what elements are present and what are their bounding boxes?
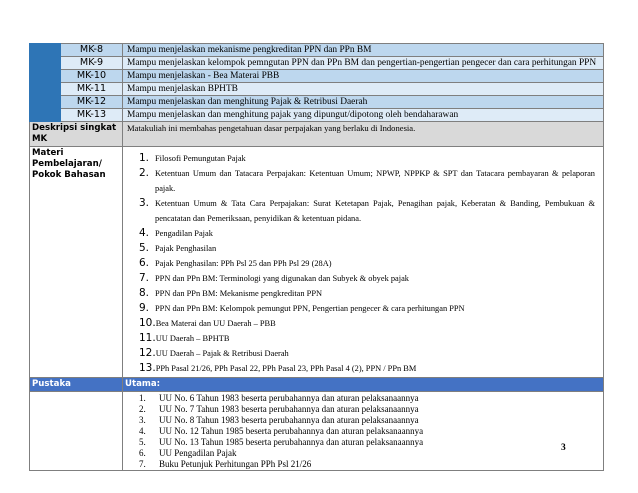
materi-item-text: PPN dan PPn BM: Kelompok pemungut PPN, Pengertian pengecer & cara perhitungan PPN: [155, 304, 465, 313]
mk-row: [30, 57, 604, 70]
materi-item: [139, 166, 595, 196]
mk-row-marker: [30, 70, 61, 83]
materi-item-text: Ketentuan Umum dan Tatacara Perpajakan: Ketentuan Umum; NPWP, NPPKP & SPT dan Tatacara pembayaran & pelaporan pajak.: [155, 169, 595, 193]
pustaka-item: [139, 437, 595, 448]
materi-item-number: 9.: [139, 302, 150, 314]
mk-description: Mampu menjelaskan BPHTB: [123, 83, 604, 96]
pustaka-header-row: [30, 378, 604, 392]
materi-item-text: UU Daerah – BPHTB: [155, 334, 230, 343]
pustaka-item-text: UU No. 12 Tahun 1985 beserta perubahannya dan aturan pelaksanaannya: [159, 426, 424, 436]
pustaka-item: [139, 448, 595, 459]
pustaka-item-number: 1.: [139, 393, 146, 403]
materi-item: [139, 301, 595, 316]
materi-item-number: 13.: [139, 362, 156, 374]
pustaka-item-text: UU No. 13 Tahun 1985 beserta perubahannya dan aturan pelaksanaannya: [159, 437, 424, 447]
pustaka-row: [30, 392, 604, 471]
materi-item-number: 7.: [139, 272, 150, 284]
materi-item-text: Pajak Penghasilan: [155, 244, 217, 253]
mk-row-marker: [30, 57, 61, 70]
materi-item-text: Filosofi Pemungutan Pajak: [155, 154, 246, 163]
materi-item-text: PPh Pasal 21/26, PPh Pasal 22, PPh Pasal 23, PPh Pasal 4 (2), PPN / PPn BM: [155, 364, 417, 373]
pustaka-spacer: [30, 392, 123, 471]
materi-label: Materi Pembelajaran/ Pokok Bahasan: [30, 147, 123, 378]
mk-row-marker: [30, 96, 61, 109]
mk-rows: [30, 44, 604, 122]
materi-list: [123, 147, 603, 377]
utama-label: Utama:: [123, 378, 604, 392]
mk-row: [30, 44, 604, 57]
materi-item: [139, 256, 595, 271]
materi-item-text: PPN dan PPn BM: Terminologi yang digunakan dan Subyek & obyek pajak: [155, 274, 409, 283]
pustaka-item-number: 7.: [139, 459, 146, 469]
pustaka-item: [139, 426, 595, 437]
mk-code: MK-11: [61, 83, 123, 96]
materi-item-number: 11.: [139, 332, 156, 344]
deskripsi-text: Matakuliah ini membahas pengetahuan dasar perpajakan yang berlaku di Indonesia.: [123, 122, 604, 147]
mk-description: Mampu menjelaskan dan menghitung pajak yang dipungut/dipotong oleh bendaharawan: [123, 109, 604, 122]
page-number: 3: [561, 443, 566, 453]
pustaka-item-number: 5.: [139, 437, 146, 447]
mk-row: [30, 70, 604, 83]
materi-item-text: Bea Materai dan UU Daerah – PBB: [155, 319, 276, 328]
materi-item: [139, 286, 595, 301]
pustaka-item-text: UU No. 7 Tahun 1983 beserta perubahannya dan aturan pelaksanaannya: [159, 404, 419, 414]
materi-item-text: UU Daerah – Pajak & Retribusi Daerah: [155, 349, 289, 358]
pustaka-item: [139, 459, 595, 470]
materi-item-number: 10.: [139, 317, 156, 329]
pustaka-item: [139, 393, 595, 404]
mk-code: MK-12: [61, 96, 123, 109]
pustaka-item-number: 4.: [139, 426, 146, 436]
pustaka-item-number: 2.: [139, 404, 146, 414]
mk-row-marker: [30, 109, 61, 122]
materi-item-text: PPN dan PPn BM: Mekanisme pengkreditan PPN: [155, 289, 323, 298]
syllabus-document: [29, 43, 603, 471]
materi-item-number: 2.: [139, 167, 150, 179]
pustaka-item-text: UU No. 8 Tahun 1983 beserta perubahannya dan aturan pelaksanaannya: [159, 415, 419, 425]
pustaka-item-number: 6.: [139, 448, 146, 458]
materi-item-number: 8.: [139, 287, 150, 299]
mk-row: [30, 109, 604, 122]
materi-item-number: 5.: [139, 242, 150, 254]
mk-description: Mampu menjelaskan dan menghitung Pajak & Retribusi Daerah: [123, 96, 604, 109]
deskripsi-row: [30, 122, 604, 147]
pustaka-list: [123, 392, 603, 470]
materi-item-number: 12.: [139, 347, 156, 359]
materi-row: [30, 147, 604, 378]
pustaka-item-text: UU Pengadilan Pajak: [159, 448, 237, 458]
materi-item: [139, 271, 595, 286]
materi-item: [139, 331, 595, 346]
materi-item-number: 1.: [139, 152, 150, 164]
materi-item: [139, 196, 595, 226]
deskripsi-label: Deskripsi singkat MK: [30, 122, 123, 147]
pustaka-item-number: 3.: [139, 415, 146, 425]
materi-item-number: 4.: [139, 227, 150, 239]
mk-row: [30, 96, 604, 109]
materi-item-number: 3.: [139, 197, 150, 209]
mk-code: MK-10: [61, 70, 123, 83]
materi-item: [139, 316, 595, 331]
materi-item-number: 6.: [139, 257, 150, 269]
mk-code: MK-9: [61, 57, 123, 70]
mk-row: [30, 83, 604, 96]
pustaka-content: [123, 392, 604, 471]
materi-item: [139, 361, 595, 376]
materi-item: [139, 226, 595, 241]
mk-description: Mampu menjelaskan kelompok pemngutan PPN dan PPn BM dan pengertian-pengertian pengecer dan cara perhitungan PPN: [123, 57, 604, 70]
materi-item-text: Pajak Penghasilan: PPh Psl 25 dan PPh Psl 29 (28A): [155, 259, 332, 268]
mk-description: Mampu menjelaskan - Bea Materai PBB: [123, 70, 604, 83]
materi-item: [139, 346, 595, 361]
pustaka-label: Pustaka: [30, 378, 123, 392]
materi-item-text: Pengadilan Pajak: [155, 229, 213, 238]
materi-content: [123, 147, 604, 378]
mk-row-marker: [30, 83, 61, 96]
syllabus-table: [29, 43, 604, 471]
mk-code: MK-13: [61, 109, 123, 122]
pustaka-item-text: Buku Petunjuk Perhitungan PPh Psl 21/26: [159, 459, 312, 469]
materi-item: [139, 241, 595, 256]
mk-row-marker: [30, 44, 61, 57]
pustaka-item: [139, 404, 595, 415]
mk-code: MK-8: [61, 44, 123, 57]
pustaka-item-text: UU No. 6 Tahun 1983 beserta perubahannya dan aturan pelaksanaannya: [159, 393, 419, 403]
mk-description: Mampu menjelaskan mekanisme pengkreditan PPN dan PPn BM: [123, 44, 604, 57]
materi-item-text: Ketentuan Umum & Tata Cara Perpajakan: Surat Ketetapan Pajak, Penagihan pajak, Keberatan & Banding, Pembukuan & pencatatan dan Pemeriksaan, penyidikan & ketentuan pidana.: [155, 199, 595, 223]
materi-item: [139, 151, 595, 166]
pustaka-item: [139, 415, 595, 426]
